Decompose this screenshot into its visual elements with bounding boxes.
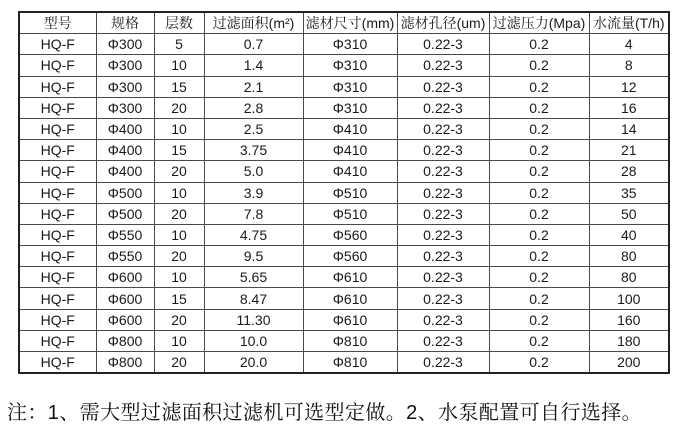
table-cell: 15	[154, 76, 204, 97]
column-header: 过滤面积(m²)	[204, 12, 303, 34]
table-header	[19, 12, 669, 34]
table-cell: 14	[589, 118, 669, 139]
table-cell: HQ-F	[19, 97, 96, 118]
table-cell: Φ410	[303, 140, 397, 161]
table-row	[19, 76, 669, 97]
table-cell: Φ310	[303, 76, 397, 97]
table-row	[19, 97, 669, 118]
table-cell: 10	[154, 267, 204, 288]
table-cell: Φ800	[96, 330, 154, 351]
table-cell: HQ-F	[19, 309, 96, 330]
table-cell: Φ600	[96, 309, 154, 330]
table-cell: Φ510	[303, 182, 397, 203]
table-cell: Φ310	[303, 55, 397, 76]
table-cell: Φ610	[303, 288, 397, 309]
table-cell: 0.2	[489, 224, 589, 245]
table-cell: Φ300	[96, 76, 154, 97]
table-cell: 0.2	[489, 118, 589, 139]
table-cell: 15	[154, 140, 204, 161]
column-header: 滤材尺寸(mm)	[303, 12, 397, 34]
table-cell: Φ510	[303, 203, 397, 224]
table-cell: HQ-F	[19, 76, 96, 97]
table-cell: 16	[589, 97, 669, 118]
table-row	[19, 267, 669, 288]
table-cell: Φ560	[303, 224, 397, 245]
table-row	[19, 34, 669, 55]
table-cell: 180	[589, 330, 669, 351]
table-cell: 0.2	[489, 34, 589, 55]
table-cell: 3.75	[204, 140, 303, 161]
table-row	[19, 203, 669, 224]
table-cell: 2.8	[204, 97, 303, 118]
table-cell: 1.4	[204, 55, 303, 76]
table-cell: HQ-F	[19, 352, 96, 374]
table-row	[19, 246, 669, 267]
table-cell: 200	[589, 352, 669, 374]
table-cell: 8	[589, 55, 669, 76]
table-cell: Φ810	[303, 352, 397, 374]
table-cell: Φ800	[96, 352, 154, 374]
table-cell: 0.22-3	[397, 55, 489, 76]
table-cell: 2.1	[204, 76, 303, 97]
table-cell: 0.2	[489, 246, 589, 267]
table-cell: Φ600	[96, 267, 154, 288]
table-cell: HQ-F	[19, 118, 96, 139]
table-cell: 0.22-3	[397, 309, 489, 330]
table-cell: Φ550	[96, 246, 154, 267]
table-row	[19, 288, 669, 309]
table-cell: 0.22-3	[397, 330, 489, 351]
table-row	[19, 55, 669, 76]
table-cell: 20	[154, 97, 204, 118]
table-cell: 9.5	[204, 246, 303, 267]
table-cell: Φ410	[303, 161, 397, 182]
table-cell: 20	[154, 246, 204, 267]
table-row	[19, 118, 669, 139]
table-cell: HQ-F	[19, 267, 96, 288]
table-cell: 80	[589, 267, 669, 288]
table-cell: 0.2	[489, 203, 589, 224]
table-cell: 20.0	[204, 352, 303, 374]
table-cell: Φ560	[303, 246, 397, 267]
table-cell: 28	[589, 161, 669, 182]
table-cell: 2.5	[204, 118, 303, 139]
table-cell: Φ400	[96, 140, 154, 161]
table-cell: 0.2	[489, 182, 589, 203]
table-cell: 0.22-3	[397, 182, 489, 203]
table-cell: Φ500	[96, 203, 154, 224]
table-cell: 0.22-3	[397, 140, 489, 161]
table-cell: 0.22-3	[397, 76, 489, 97]
table-cell: Φ500	[96, 182, 154, 203]
column-header: 规格	[96, 12, 154, 34]
table-cell: 0.2	[489, 352, 589, 374]
table-cell: Φ610	[303, 309, 397, 330]
table-cell: 100	[589, 288, 669, 309]
table-cell: 10	[154, 330, 204, 351]
table-cell: HQ-F	[19, 161, 96, 182]
table-cell: Φ310	[303, 34, 397, 55]
table-cell: 40	[589, 224, 669, 245]
table-cell: 0.22-3	[397, 203, 489, 224]
table-cell: HQ-F	[19, 246, 96, 267]
table-cell: 10.0	[204, 330, 303, 351]
table-cell: 21	[589, 140, 669, 161]
table-cell: 10	[154, 182, 204, 203]
table-row	[19, 182, 669, 203]
table-row	[19, 330, 669, 351]
column-header: 滤材孔径(um)	[397, 12, 489, 34]
table-cell: HQ-F	[19, 55, 96, 76]
table-cell: 0.2	[489, 76, 589, 97]
table-cell: 0.22-3	[397, 224, 489, 245]
table-cell: HQ-F	[19, 34, 96, 55]
table-row	[19, 309, 669, 330]
table-cell: 5	[154, 34, 204, 55]
table-cell: 0.2	[489, 161, 589, 182]
table-cell: 50	[589, 203, 669, 224]
table-cell: 35	[589, 182, 669, 203]
table-cell: 20	[154, 203, 204, 224]
table-cell: HQ-F	[19, 203, 96, 224]
table-cell: 0.22-3	[397, 118, 489, 139]
column-header: 过滤压力(Mpa)	[489, 12, 589, 34]
table-cell: Φ400	[96, 161, 154, 182]
table-cell: 0.22-3	[397, 97, 489, 118]
table-cell: HQ-F	[19, 330, 96, 351]
table-row	[19, 352, 669, 374]
table-cell: 160	[589, 309, 669, 330]
column-header: 型号	[19, 12, 96, 34]
table-cell: 3.9	[204, 182, 303, 203]
table-cell: 11.30	[204, 309, 303, 330]
table-cell: 15	[154, 288, 204, 309]
table-row	[19, 140, 669, 161]
table-cell: Φ300	[96, 34, 154, 55]
table-row	[19, 161, 669, 182]
table-cell: 80	[589, 246, 669, 267]
table-cell: 0.7	[204, 34, 303, 55]
table-cell: Φ600	[96, 288, 154, 309]
table-cell: Φ810	[303, 330, 397, 351]
table-cell: Φ410	[303, 118, 397, 139]
table-row	[19, 224, 669, 245]
column-header: 层数	[154, 12, 204, 34]
table-cell: 0.2	[489, 55, 589, 76]
table-cell: 0.22-3	[397, 352, 489, 374]
table-cell: 0.2	[489, 288, 589, 309]
table-cell: 0.22-3	[397, 34, 489, 55]
footnote: 注：1、需大型过滤面积过滤机可选型定做。2、水泵配置可自行选择。	[7, 402, 643, 424]
table-cell: 10	[154, 118, 204, 139]
table-cell: 4.75	[204, 224, 303, 245]
table-cell: 0.22-3	[397, 267, 489, 288]
table-cell: HQ-F	[19, 224, 96, 245]
table-cell: Φ610	[303, 267, 397, 288]
header-row	[19, 12, 669, 34]
table-cell: 0.2	[489, 267, 589, 288]
table-cell: Φ300	[96, 97, 154, 118]
table-cell: 0.2	[489, 309, 589, 330]
table-cell: 20	[154, 352, 204, 374]
table-cell: HQ-F	[19, 182, 96, 203]
table-cell: HQ-F	[19, 288, 96, 309]
table-cell: Φ550	[96, 224, 154, 245]
table-cell: 7.8	[204, 203, 303, 224]
table-cell: 0.22-3	[397, 161, 489, 182]
table-cell: Φ300	[96, 55, 154, 76]
table-cell: 5.65	[204, 267, 303, 288]
column-header: 水流量(T/h)	[589, 12, 669, 34]
table-cell: 0.2	[489, 97, 589, 118]
table-cell: 12	[589, 76, 669, 97]
spec-table	[18, 11, 670, 374]
table-body	[19, 34, 669, 374]
table-cell: 8.47	[204, 288, 303, 309]
table-cell: 10	[154, 55, 204, 76]
table-cell: Φ400	[96, 118, 154, 139]
table-cell: 5.0	[204, 161, 303, 182]
table-cell: 10	[154, 224, 204, 245]
table-cell: 0.22-3	[397, 246, 489, 267]
table-cell: Φ310	[303, 97, 397, 118]
table-cell: 20	[154, 161, 204, 182]
table-cell: 4	[589, 34, 669, 55]
table-cell: 0.22-3	[397, 288, 489, 309]
table-cell: 0.2	[489, 330, 589, 351]
table-cell: 0.2	[489, 140, 589, 161]
table-cell: HQ-F	[19, 140, 96, 161]
table-cell: 20	[154, 309, 204, 330]
